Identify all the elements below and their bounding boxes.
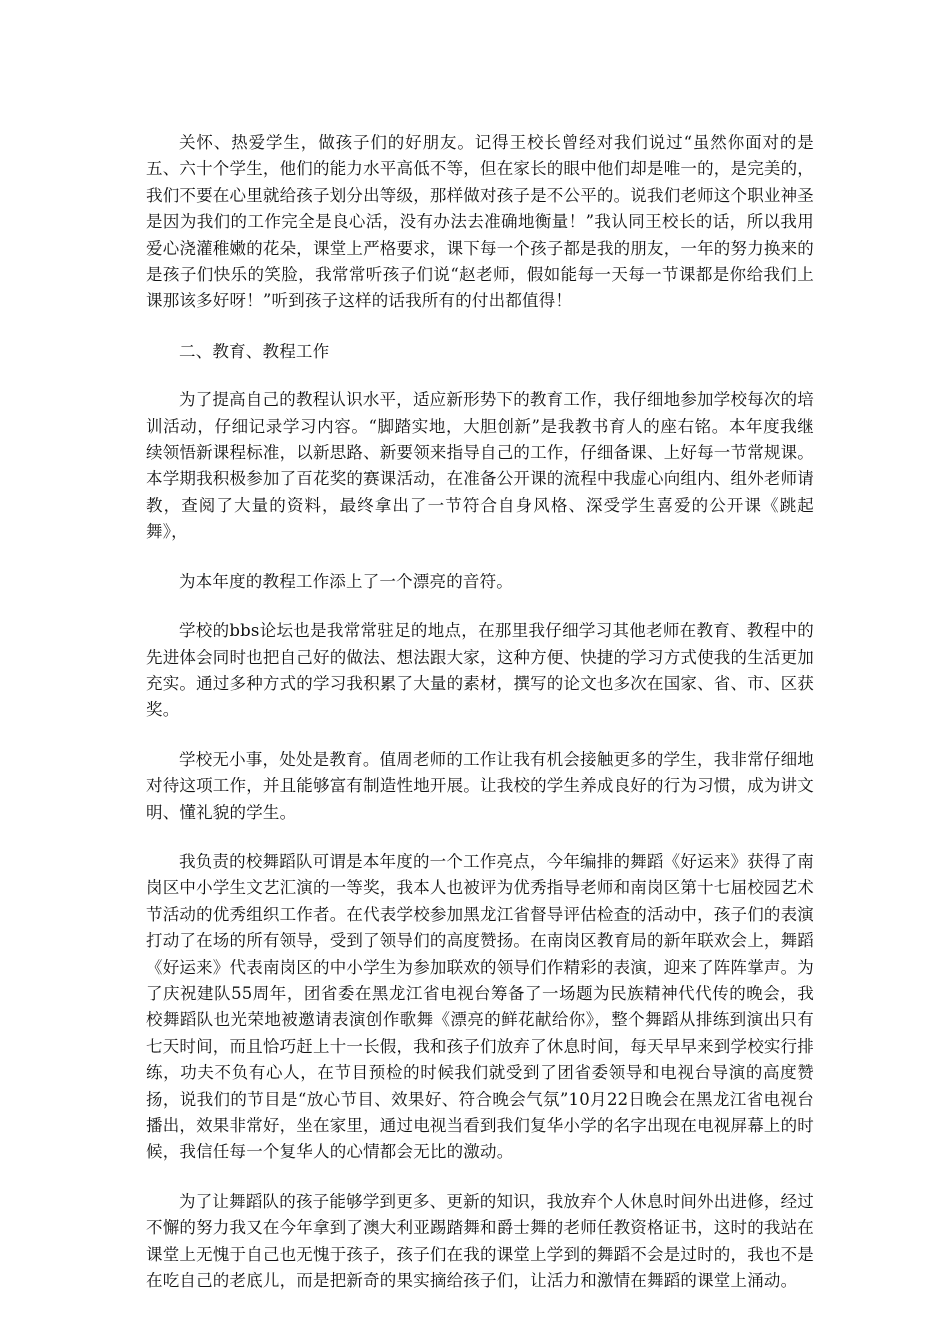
section-heading: 二、教育、教程工作 (179, 341, 330, 361)
document-body (146, 130, 814, 1317)
paragraph: 关怀、热爱学生，做孩子们的好朋友。记得王校长曾经对我们说过“虽然你面对的是五、六十个学生，他们的能力水平高低不等，但在家长的眼中他们却是唯一的，是完美的，我们不要在心里就给孩子划分出等级，那样做对孩子是不公平的。说我们老师这个职业神圣是因为我们的工作完全是良心活，没有办法去准确地衡量！”我认同王校长的话，所以我用爱心浇灌稚嫩的花朵，课堂上严格要求，课下每一个孩子都是我的朋友，一年的努力换来的是孩子们快乐的笑脸，我常常听孩子们说“赵老师，假如能每一天每一节课都是你给我们上课那该多好呀！”听到孩子这样的话我所有的付出都值得！ (146, 133, 814, 311)
paragraph: 为了让舞蹈队的孩子能够学到更多、更新的知识，我放弃个人休息时间外出进修，经过不懈的努力我又在今年拿到了澳大利亚踢踏舞和爵士舞的老师任教资格证书，这时的我站在课堂上无愧于自己也无愧于孩子，孩子们在我的课堂上学到的舞蹈不会是过时的，我也不是在吃自己的老底儿，而是把新奇的果实摘给孩子们，让活力和激情在舞蹈的课堂上涌动。 (146, 1191, 814, 1291)
paragraph: 为了提高自己的教程认识水平，适应新形势下的教育工作，我仔细地参加学校每次的培训活动，仔细记录学习内容。“脚踏实地，大胆创新”是我教书育人的座右铭。本年度我继续领悟新课程标准，以新思路、新要领来指导自己的工作，仔细备课、上好每一节常规课。本学期我积极参加了百花奖的赛课活动，在准备公开课的流程中我虚心向组内、组外老师请教，查阅了大量的资料，最终拿出了一节符合自身风格、深受学生喜爱的公开课《跳起舞》， (146, 390, 814, 542)
paragraph: 为本年度的教程工作添上了一个漂亮的音符。 (179, 571, 513, 591)
paragraph: 学校的bbs论坛也是我常常驻足的地点，在那里我仔细学习其他老师在教育、教程中的先进体会同时也把自己好的做法、想法跟大家，这种方便、快捷的学习方式使我的生活更加充实。通过多种方式的学习我积累了大量的素材，撰写的论文也多次在国家、省、市、区获奖。 (146, 621, 814, 720)
paragraph: 学校无小事，处处是教育。值周老师的工作让我有机会接触更多的学生，我非常仔细地对待这项工作，并且能够富有制造性地开展。让我校的学生养成良好的行为习惯，成为讲文明、懂礼貌的学生。 (146, 749, 814, 822)
paragraph: 我负责的校舞蹈队可谓是本年度的一个工作亮点，今年编排的舞蹈《好运来》获得了南岗区中小学生文艺汇演的一等奖，我本人也被评为优秀指导老师和南岗区第十七届校园艺术节活动的优秀组织工作者。在代表学校参加黑龙江省督导评估检查的活动中，孩子们的表演打动了在场的所有领导，受到了领导们的高度赞扬。在南岗区教育局的新年联欢会上，舞蹈《好运来》代表南岗区的中小学生为参加联欢的领导们作精彩的表演，迎来了阵阵掌声。为了庆祝建队55周年，团省委在黑龙江省电视台筹备了一场题为民族精神代代传的晚会，我校舞蹈队也光荣地被邀请表演创作歌舞《漂亮的鲜花献给你》，整个舞蹈从排练到演出只有七天时间，而且恰巧赶上十一长假，我和孩子们放弃了休息时间，每天早早来到学校实行排练，功夫不负有心人，在节目预检的时候我们就受到了团省委领导和电视台导演的高度赞扬，说我们的节目是“放心节目、效果好、符合晚会气氛”10月22日晚会在黑龙江省电视台播出，效果非常好，坐在家里，通过电视当看到我们复华小学的名字出现在电视屏幕上的时候，我信任每一个复华人的心情都会无比的激动。 (146, 851, 814, 1162)
